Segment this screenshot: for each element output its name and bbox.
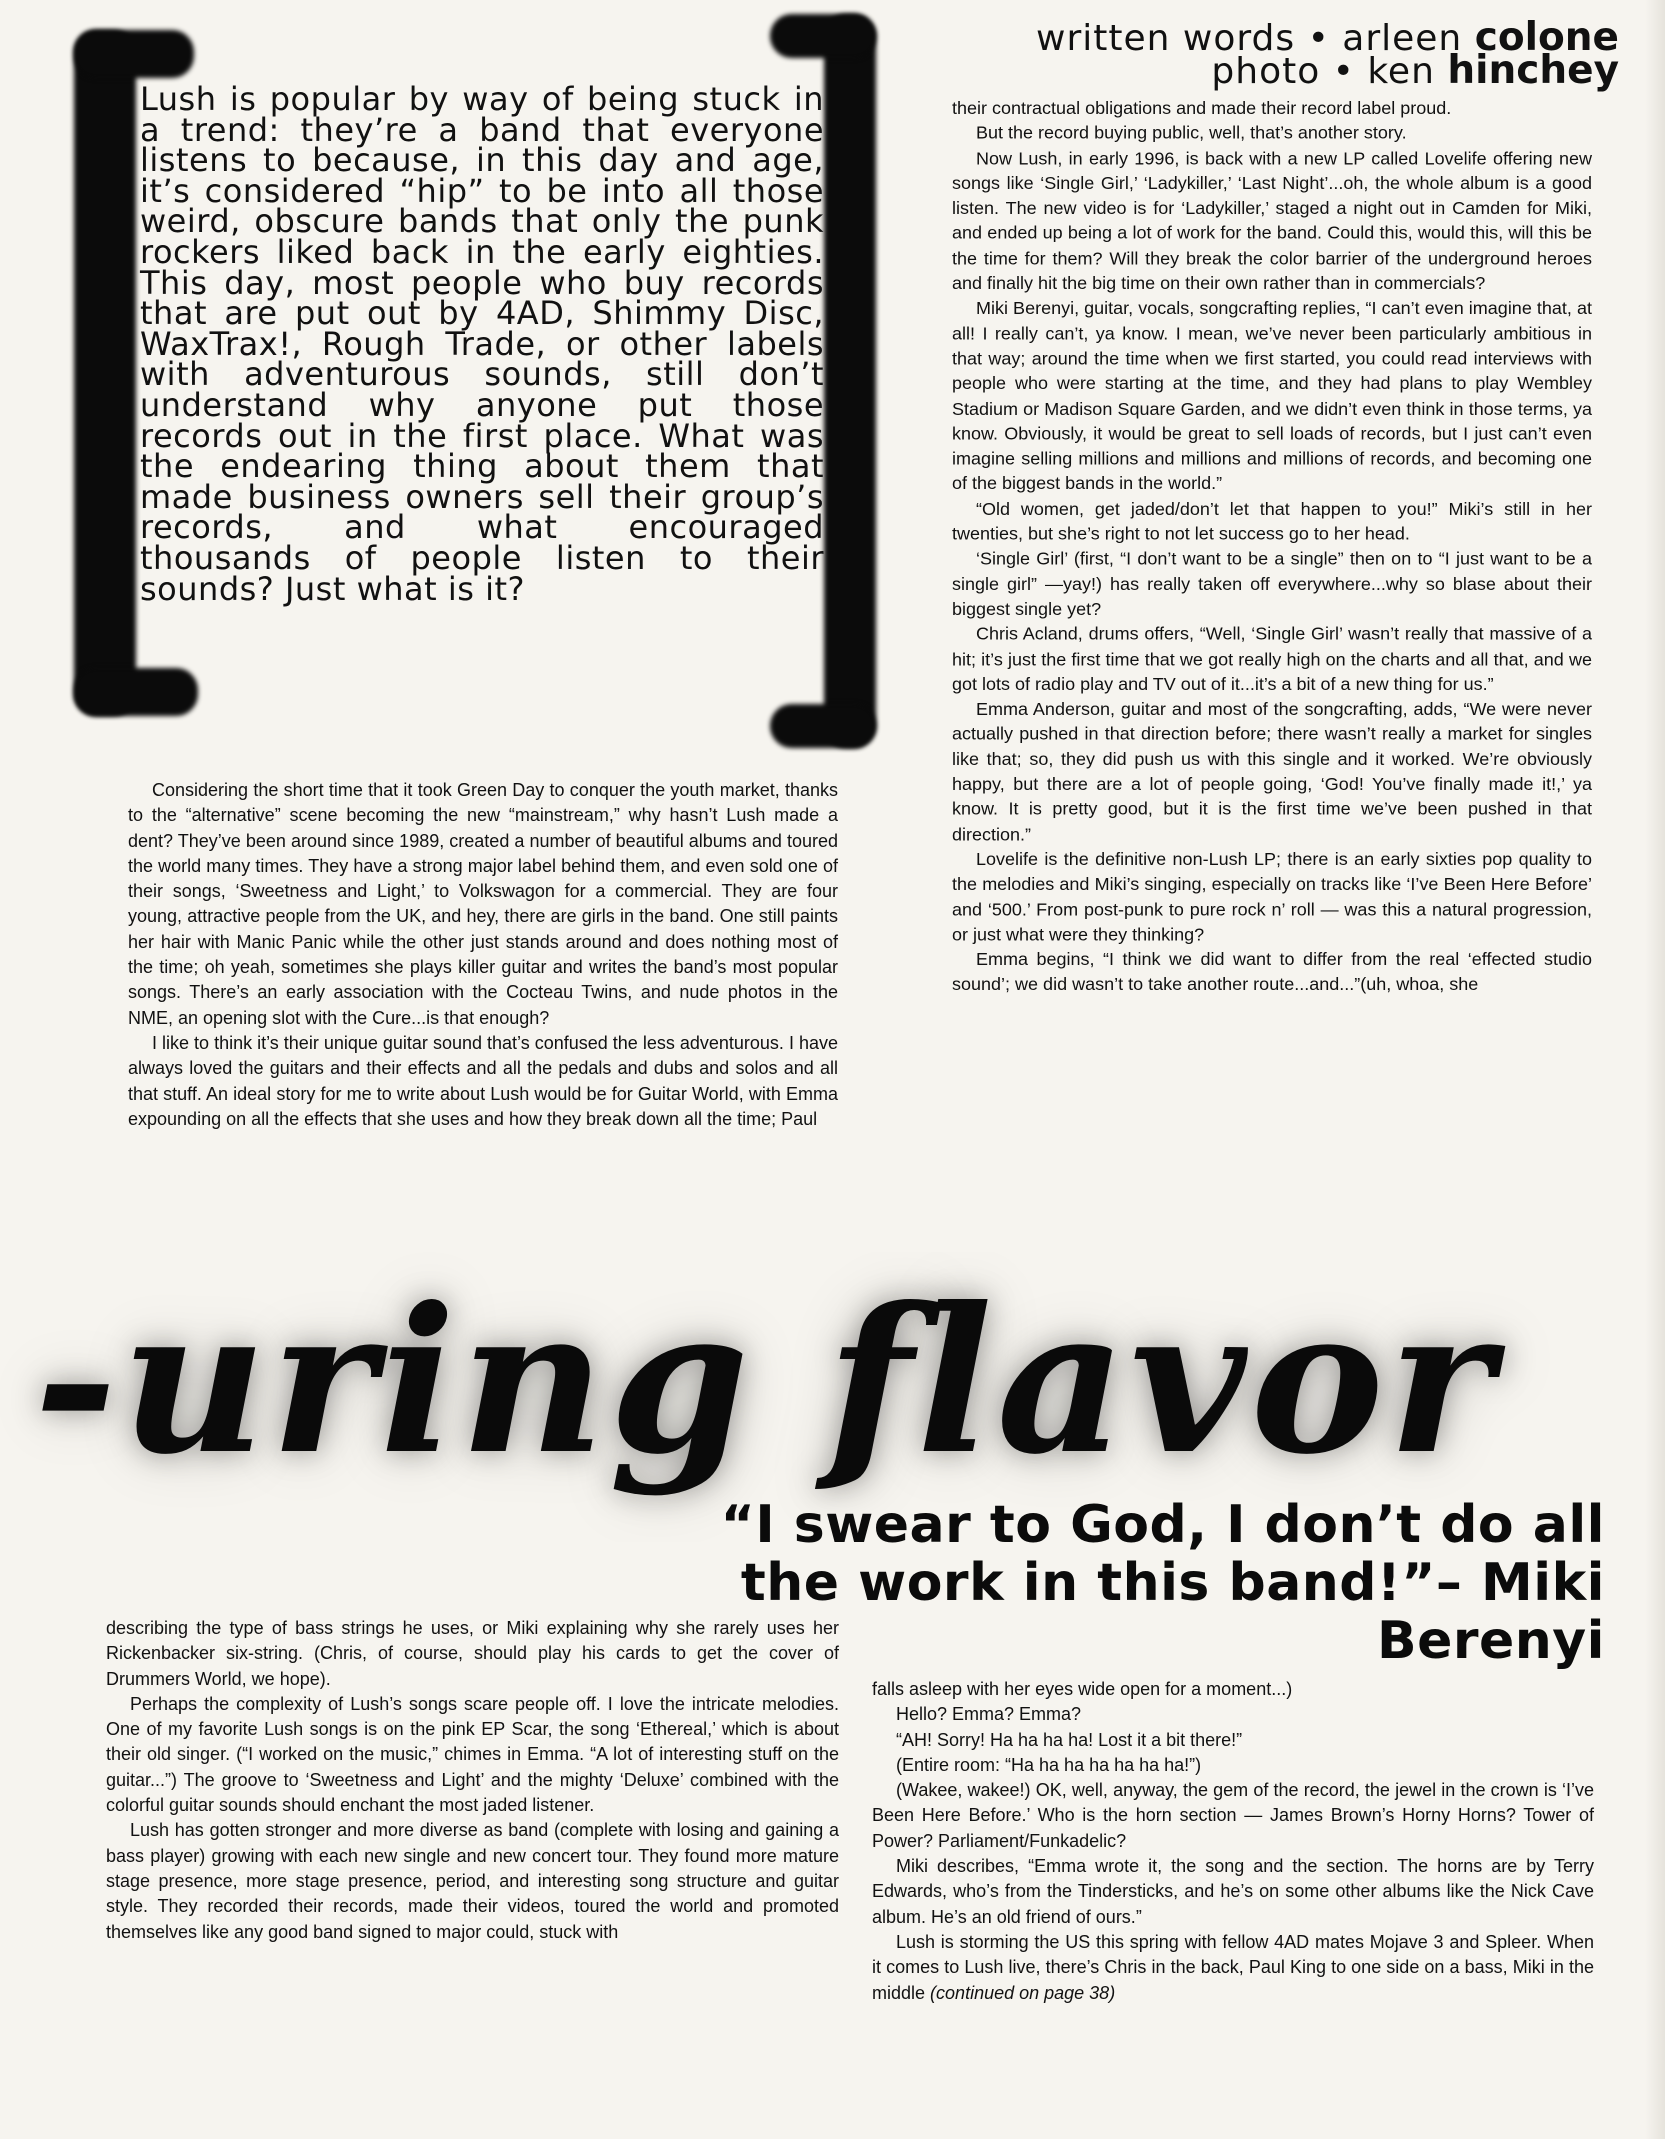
credits-photographer <box>899 48 1619 93</box>
article-column-right-top <box>952 96 1592 998</box>
right-bracket-top <box>770 14 876 58</box>
credits-photo-prefix: photo • ken <box>1211 51 1435 92</box>
paragraph: Perhaps the complexity of Lush’s songs scare people off. I love the intricate melodies. One of my favorite Lush songs is on the pink EP Scar, the song ‘Ethereal,’ which is about their old singer. (“I worked on the music,” chimes in Emma. “A lot of interesting stuff on the guitar...”) The groove to ‘Sweetness and Light’ and the mighty ‘Deluxe’ combined with the colorful guitar sounds should enchant the most jaded listener. <box>106 1693 839 1816</box>
paragraph: ‘Single Girl’ (first, “I don’t want to be a single” then on to “I just want to be a single girl” —yay!) has really taken off everywhere...why so blase about their biggest single yet? <box>952 548 1592 619</box>
paragraph: Now Lush, in early 1996, is back with a new LP called Lovelife offering new songs like ‘Single Girl,’ ‘Ladykiller,’ ‘Last Night’...oh, the whole album is a good listen. The new video is for ‘Ladykiller,’ staged a night out in Camden for Miki, and ended up being a lot of work for the band. Could this, would this, will this be the time for them? Will they break the color barrier of the underground heroes and finally hit the big time on their own rather than in commercials? <box>952 148 1592 294</box>
paragraph: Miki Berenyi, guitar, vocals, songcrafting replies, “I can’t even imagine that, at all! I really can’t, ya know. I mean, we’ve never been particularly ambitious in that way; around the time when we first started, you could read interviews with people who were starting at the time, and they had plans to play Wembley Stadium or Madison Square Garden, and we didn’t even think in those terms, ya know. Obviously, it would be great to sell loads of records, but I just can’t even imagine selling millions and millions and millions of records, and becoming one of the biggest bands in the world.” <box>952 298 1592 494</box>
paragraph: falls asleep with her eyes wide open for a moment...) <box>872 1679 1293 1699</box>
left-bracket-top <box>74 30 194 78</box>
paragraph: Emma begins, “I think we did want to differ from the real ‘effected studio sound’; we did wasn’t to take another route...and...”(uh, whoa, she <box>952 949 1592 995</box>
paragraph: “AH! Sorry! Ha ha ha ha! Lost it a bit there!” <box>896 1729 1243 1750</box>
paragraph: describing the type of bass strings he uses, or Miki explaining why she rarely uses her Rickenbacker six-string. (Chris, of course, should play his cards to get the cover of Drummers World, we hope). <box>106 1618 839 1689</box>
article-column-left-bottom <box>106 1616 839 1945</box>
paragraph: Lush has gotten stronger and more diverse as band (complete with losing and gaining a bass player) growing with each new single and new concert tour. They found more mature stage presence, more stage presence, period, and interesting song structure and guitar style. They recorded their records, made their videos, toured the world and promoted themselves like any good band signed to major could, stuck with <box>106 1820 839 1942</box>
pull-quote-miki: “I swear to God, I don’t do all the work in this band!”– Miki Berenyi <box>720 1495 1605 1671</box>
paragraph: Considering the short time that it took Green Day to conquer the youth market, thanks to the “alternative” scene becoming the new “mainstream,” why hasn’t Lush made a dent? They’ve been around since 1989, created a number of beautiful albums and toured the world many times. They have a strong major label behind them, and even sold one of their songs, ‘Sweetness and Light,’ to Volkswagon for a commercial. They are four young, attractive people from the UK, and hey, there are girls in the band. One still paints her hair with Manic Panic while the other just stands around and does nothing most of the time; oh yeah, sometimes she plays killer guitar and writes the band’s most popular songs. There’s an early association with the Cocteau Twins, and nude photos in the NME, an opening slot with the Cure...is that enough? <box>128 780 838 1028</box>
paragraph: their contractual obligations and made their record label proud. <box>952 97 1452 118</box>
credits-writer-name: colone <box>1474 15 1619 60</box>
left-bracket-vertical <box>74 30 136 716</box>
paragraph: (Wakee, wakee!) OK, well, anyway, the gem of the record, the jewel in the crown is ‘I’ve Been Here Before.’ Who is the horn section — James Brown’s Horny Horns? Tower of Power? Parliament/Funkadelic? <box>872 1780 1594 1851</box>
right-bracket-bottom <box>770 704 876 748</box>
right-bracket-vertical <box>824 14 876 748</box>
credits-writer-prefix: written words • arleen <box>1036 18 1463 59</box>
paragraph: “Old women, get jaded/don’t let that happen to you!” Miki’s still in her twenties, but she’s right to not let success go to her head. <box>952 498 1592 544</box>
paragraph: Miki describes, “Emma wrote it, the song and the section. The horns are by Terry Edwards, who’s from the Tindersticks, and he’s on some other albums like the Nick Cave album. He’s an old friend of ours.” <box>872 1856 1594 1927</box>
paragraph: Chris Acland, drums offers, “Well, ‘Single Girl’ wasn’t really that massive of a hit; it’s just the first time that we got really high on the charts and all that, and we got lots of radio play and TV out of it...it’s a bit of a new thing for us.” <box>952 623 1592 694</box>
paragraph: Emma Anderson, guitar and most of the songcrafting, adds, “We were never actually pushed in that direction before; there wasn’t really a market for singles like that; so, they did push us with this single and it worked. We’re obviously happy, but there are a lot of people going, ‘God! You’ve finally made it!,’ ya know. It is pretty good, but it is the first time we’ve been pushed in that direction.” <box>952 699 1592 845</box>
article-column-left-middle <box>128 778 838 1132</box>
paragraph: But the record buying public, well, that’s another story. <box>976 123 1407 143</box>
page-edge-shadow <box>1645 0 1665 2139</box>
credits <box>899 15 1619 93</box>
headline-title: -uring flavor <box>34 1264 1498 1499</box>
paragraph: (Entire room: “Ha ha ha ha ha ha ha!”) <box>896 1754 1202 1775</box>
paragraph: Lovelife is the definitive non-Lush LP; there is an early sixties pop quality to the melodies and Miki’s singing, especially on tracks like ‘I’ve Been Here Before’ and ‘500.’ From post-punk to pure rock n’ roll — was this a natural progression, or just what were they thinking? <box>952 849 1592 945</box>
continued-note: (continued on page 38) <box>930 1982 1116 2003</box>
paragraph-text: Lush is storming the US this spring with fellow 4AD mates Mojave 3 and Spleer. When it comes to Lush live, there’s Chris in the back, Paul King to one side on a bass, Miki in the middle <box>872 1931 1594 2003</box>
left-bracket-bottom <box>74 668 198 716</box>
paragraph: I like to think it’s their unique guitar sound that’s confused the less adventurous. I have always loved the guitars and their effects and all the pedals and dubs and solos and all that stuff. An ideal story for me to write about Lush would be for Guitar World, with Emma expounding on all the effects that she uses and how they break down all the time; Paul <box>128 1032 838 1129</box>
paragraph <box>872 1930 1594 2006</box>
credits-photo-name: hinchey <box>1447 48 1619 93</box>
pull-quote: Lush is popular by way of being stuck in a trend: they’re a band that everyone listens to because, in this day and age, it’s considered “hip” to be into all those weird, obscure bands that only the punk rockers liked back in the early eighties. This day, most people who buy records that are put out by 4AD, Shimmy Disc, WaxTrax!, Rough Trade, or other labels with adventurous sounds, still don’t understand why anyone put those records out in the first place. What was the endearing thing about them that made business owners sell their group’s records, and what encouraged thousands of people listen to their sounds? Just what is it? <box>140 80 824 608</box>
paragraph: Hello? Emma? Emma? <box>896 1704 1082 1725</box>
article-column-right-bottom <box>872 1677 1594 2006</box>
